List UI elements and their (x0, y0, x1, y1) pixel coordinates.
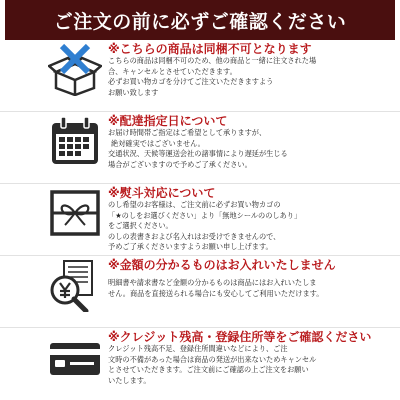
page-title: ご注文の前に必ずご確認ください (53, 10, 347, 33)
section-no-bundle (0, 40, 400, 112)
body-line: 交通状況、天候等運送会社の諸事情により遅延が生じる (108, 149, 288, 159)
section-title: ※クレジット残高・登録住所等をご確認ください (108, 330, 372, 344)
section-title: ※こちらの商品は同梱不可となります (108, 42, 312, 56)
body-line: 「★のしをお選びください」より「無地シールののしあり」 (108, 210, 302, 220)
body-line: お届け時間帯ご指定はご希望として承りますが、 (108, 128, 267, 137)
body-line: 明細書や請求書など金額の分かるものは商品にはお入れいたしま (108, 278, 317, 287)
body-line: のし希望のお客様は、ご注文前に必ずお買い物カゴの (108, 200, 281, 209)
section-title: ※熨斗対応について (108, 186, 216, 200)
body-line: せん。商品を直接送られる場合にも安心してご利用いただけます。 (108, 288, 324, 298)
section-body (108, 56, 396, 98)
body-line: 文時の不備があった場合は商品の発送が出来ないためキャンセル (108, 354, 317, 364)
notice-sections (0, 40, 400, 400)
body-line: お願い致します (108, 87, 159, 97)
body-line: をご選択ください。 (108, 221, 173, 231)
noshi-gift-icon (48, 186, 102, 240)
calendar-icon (48, 114, 102, 168)
body-line: クレジット残高不足、登録住所間違いなどにより、ご注 (108, 344, 288, 353)
body-line: 合、キャンセルとさせていただきます。 (108, 66, 237, 76)
body-line: とさせていただきます。ご注文前にご確認の上ご注文をお願い (108, 365, 309, 375)
section-noshi (0, 184, 400, 256)
body-line: 必ずお買い物カゴを分けてご注文いただきますよう (108, 77, 274, 87)
no-bundle-box-icon (48, 42, 102, 96)
body-line: 予めご了承くださいますようお願い申し上げます。 (108, 242, 273, 252)
section-no-price (0, 256, 400, 328)
section-credit-check (0, 328, 400, 400)
body-line: こちらの商品は同梱不可のため、他の商品と一緒に注文された場 (108, 56, 317, 65)
body-line: 場合がございますので予めご了承ください。 (108, 159, 252, 169)
body-line: 絶対確実ではございません。 (111, 138, 205, 148)
section-title: ※配達指定日について (108, 114, 228, 128)
section-body (108, 200, 396, 253)
yen-document-icon (48, 258, 102, 312)
body-line: のしの表書きおよび名入れはお受けできませんので、 (108, 231, 281, 241)
credit-card-icon (48, 330, 102, 384)
section-title: ※金額の分かるものはお入れいたしません (108, 258, 336, 272)
notice-header (5, 0, 395, 40)
section-body (108, 344, 396, 386)
section-body (108, 128, 396, 170)
section-delivery-date (0, 112, 400, 184)
section-body (108, 278, 396, 299)
body-line: いたします。 (108, 375, 151, 385)
